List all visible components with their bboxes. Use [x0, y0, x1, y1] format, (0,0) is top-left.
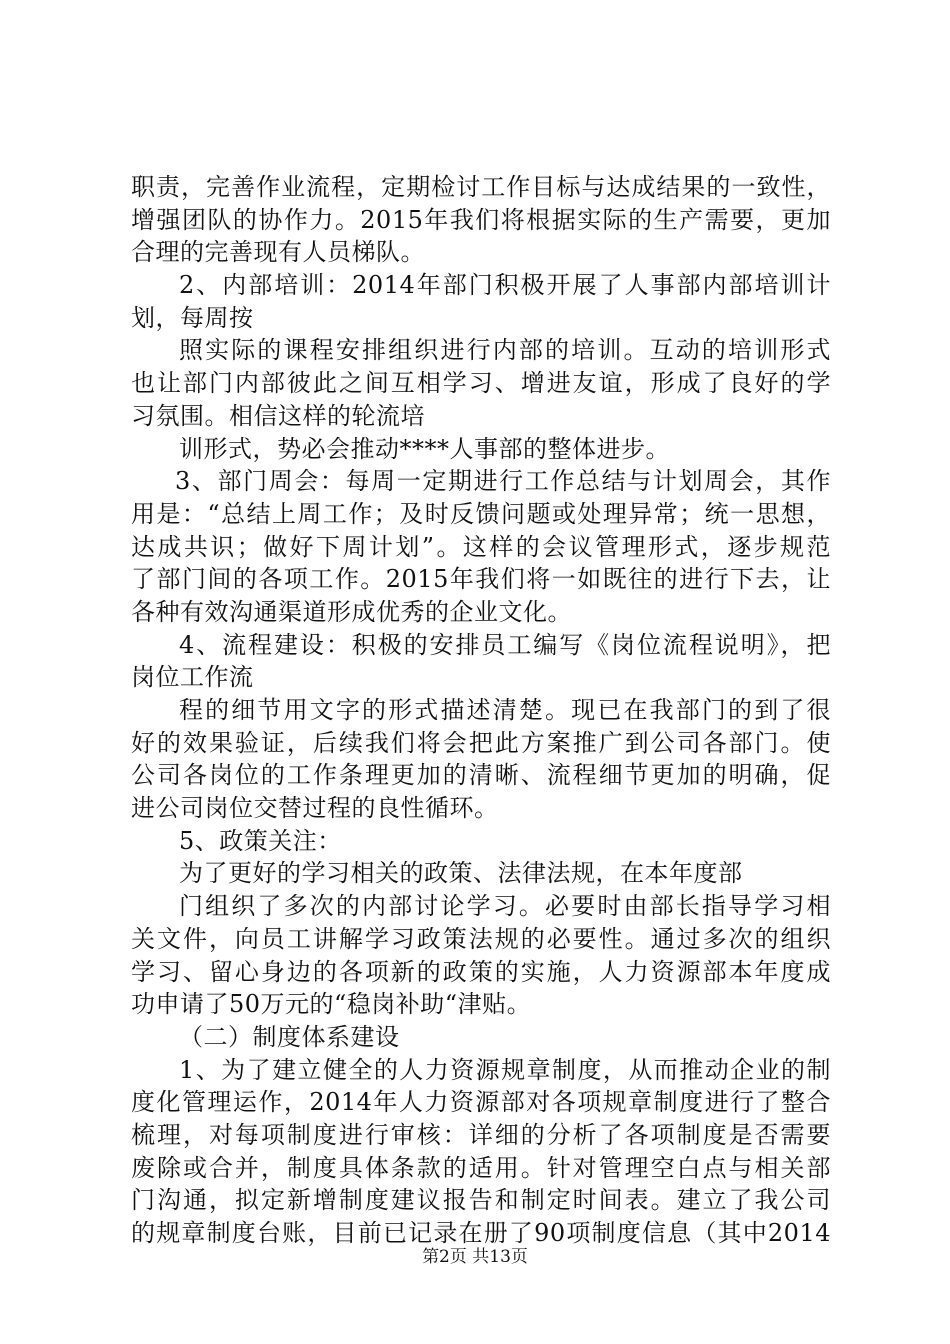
text-line: 了部门间的各项工作。2015年我们将一如既往的进行下去，让	[131, 565, 831, 594]
text-line: 训形式，势必会推动****人事部的整体进步。	[179, 434, 670, 463]
text-line: 为了更好的学习相关的政策、法律法规，在本年度部	[179, 859, 743, 888]
text-line: 也让部门内部彼此之间互相学习、增进友谊，形成了良好的学	[131, 369, 831, 398]
text-line: 5、政策关注：	[179, 826, 342, 855]
text-line: 3、部门周会：每周一定期进行工作总结与计划周会，其作	[175, 467, 831, 496]
text-line: 增强团队的协作力。2015年我们将根据实际的生产需要，更加	[131, 205, 831, 234]
text-line: 4、流程建设：积极的安排员工编写《岗位流程说明》，把	[179, 630, 831, 659]
text-line: 门沟通，拟定新增制度建议报告和制定时间表。建立了我公司	[131, 1186, 831, 1215]
text-line: 习氛围。相信这样的轮流培	[131, 401, 425, 430]
text-line: 进公司岗位交替过程的良性循环。	[131, 794, 499, 823]
text-line: 学习、留心身边的各项新的政策的实施，人力资源部本年度成	[131, 957, 831, 986]
text-line: 程的细节用文字的形式描述清楚。现已在我部门的到了很	[179, 696, 831, 724]
text-line: 达成共识；做好下周计划”。这样的会议管理形式，逐步规范	[131, 532, 831, 561]
text-line: 废除或合并，制度具体条款的适用。针对管理空白点与相关部	[131, 1153, 831, 1182]
text-line: 的规章制度台账，目前已记录在册了90项制度信息（其中2014	[131, 1219, 831, 1247]
text-line: 关文件，向员工讲解学习政策法规的必要性。通过多次的组织	[131, 924, 831, 953]
text-line: 职责，完善作业流程，定期检讨工作目标与达成结果的一致性，	[131, 173, 831, 201]
text-line: 度化管理运作，2014年人力资源部对各项规章制度进行了整合	[131, 1088, 831, 1117]
text-line: 2、内部培训：2014年部门积极开展了人事部内部培训计	[179, 271, 831, 300]
text-line: 公司各岗位的工作条理更加的清晰、流程细节更加的明确，促	[131, 761, 831, 790]
body-text	[131, 171, 831, 1250]
text-line: 用是：“总结上周工作；及时反馈问题或处理异常；统一思想，	[131, 499, 831, 528]
section-heading: （二）制度体系建设	[179, 1022, 400, 1051]
text-line: 岗位工作流	[131, 663, 254, 692]
text-line: 各种有效沟通渠道形成优秀的企业文化。	[131, 597, 572, 626]
text-line: 功申请了50万元的“稳岗补助“津贴。	[131, 990, 532, 1019]
text-line: 好的效果验证，后续我们将会把此方案推广到公司各部门。使	[131, 728, 831, 757]
text-line: 合理的完善现有人员梯队。	[131, 238, 425, 267]
text-line: 1、为了建立健全的人力资源规章制度，从而推动企业的制	[179, 1055, 831, 1084]
text-line: 门组织了多次的内部讨论学习。必要时由部长指导学习相	[179, 892, 831, 921]
page-footer: 第2页 共13页	[422, 1247, 528, 1267]
text-line: 划，每周按	[131, 303, 254, 332]
text-line: 照实际的课程安排组织进行内部的培训。互动的培训形式	[179, 336, 831, 365]
text-line: 梳理，对每项制度进行审核：详细的分析了各项制度是否需要	[131, 1120, 831, 1149]
